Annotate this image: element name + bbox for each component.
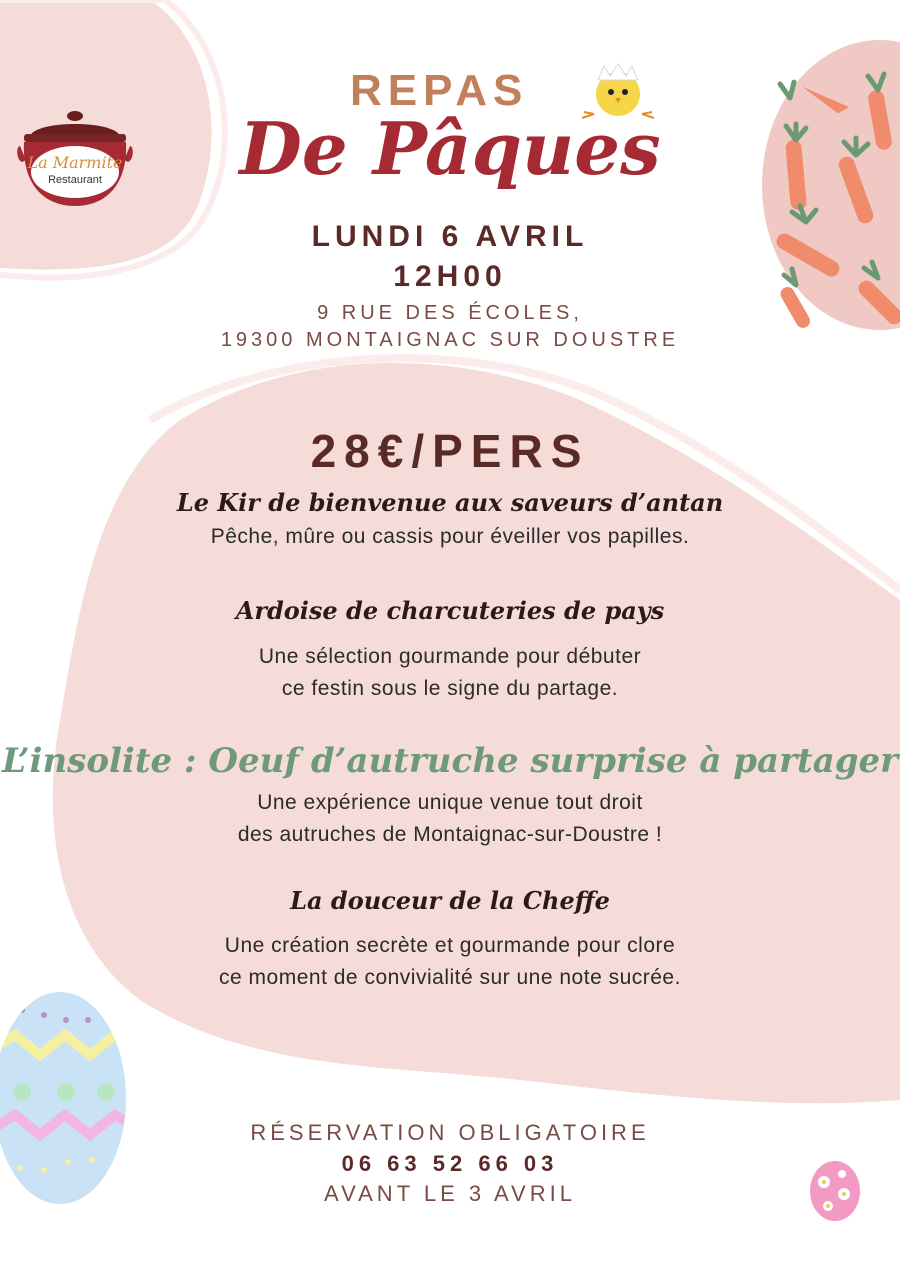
- logo-name: La Marmite: [27, 153, 123, 172]
- dish-title-1: Le Kir de bienvenue aux saveurs d’antan: [176, 488, 724, 517]
- address-line1: 9 RUE DES ÉCOLES,: [317, 302, 583, 324]
- dish-desc-3b: des autruches de Montaignac-sur-Doustre !: [237, 823, 663, 846]
- event-time: 12H00: [393, 260, 507, 293]
- logo-subtitle: Restaurant: [48, 174, 102, 186]
- price: 28€/PERS: [310, 425, 590, 477]
- dish-desc-4b: ce moment de convivialité sur une note sucrée.: [219, 966, 681, 989]
- reservation-notice: RÉSERVATION OBLIGATOIRE: [250, 1120, 650, 1145]
- address-line2: 19300 MONTAIGNAC SUR DOUSTRE: [220, 329, 680, 351]
- dish-desc-2b: ce festin sous le signe du partage.: [281, 677, 619, 700]
- phone-number[interactable]: 06 63 52 66 03: [341, 1151, 559, 1176]
- dish-desc-2a: Une sélection gourmande pour débuter: [258, 645, 642, 668]
- dish-title-4: La douceur de la Cheffe: [290, 886, 610, 915]
- event-date: LUNDI 6 AVRIL: [311, 220, 589, 253]
- dish-desc-4a: Une création secrète et gourmande pour clore: [224, 934, 676, 957]
- header-paques: De Pâques: [239, 106, 661, 191]
- dish-title-3: L’insolite : Oeuf d’autruche surprise à partager: [1, 741, 899, 781]
- reservation-deadline: AVANT LE 3 AVRIL: [324, 1181, 576, 1206]
- dish-desc-1: Pêche, mûre ou cassis pour éveiller vos papilles.: [210, 525, 690, 548]
- restaurant-logo: [16, 110, 134, 210]
- header-repas: REPAS: [350, 66, 529, 115]
- dish-title-2: Ardoise de charcuteries de pays: [235, 596, 665, 625]
- dish-desc-3a: Une expérience unique venue tout droit: [257, 791, 643, 814]
